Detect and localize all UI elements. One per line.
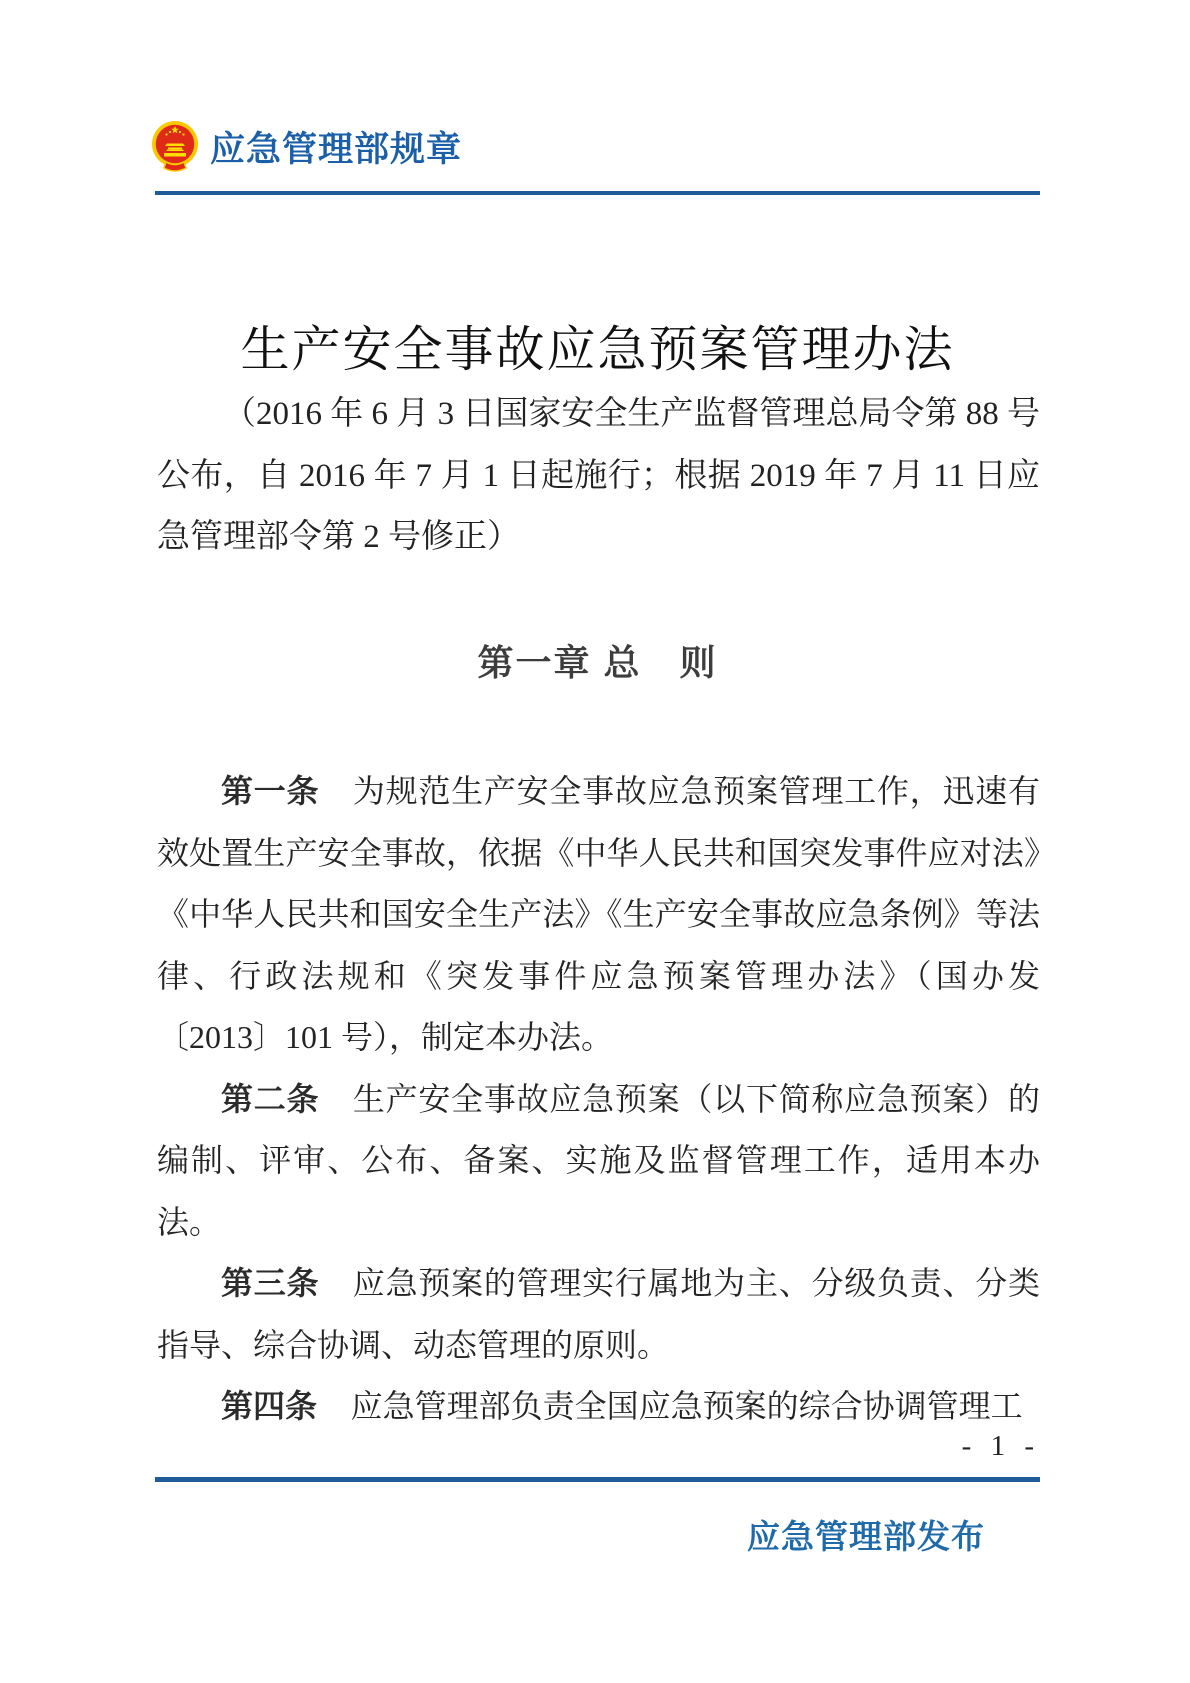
article-paragraph-1 [157,761,1040,1069]
article-paragraph-4 [157,1376,1040,1438]
article-number: 第二条 [221,1080,320,1117]
articles-section [157,761,1040,1438]
page-header [150,120,462,176]
article-text: 应急管理部负责全国应急预案的综合协调管理工 [350,1388,1023,1424]
document-title: 生产安全事故应急预案管理办法 [240,322,955,377]
publisher-label: 应急管理部发布 [747,1520,985,1556]
page-number: - 1 - [961,1430,1040,1462]
article-number: 第四条 [221,1388,318,1424]
footer-rule [155,1477,1040,1482]
article-number: 第三条 [221,1265,320,1301]
article-number: 第一条 [221,773,320,809]
promulgation-note: （2016 年 6 月 3 日国家安全生产监督管理总局令第 88 号公布，自 2016 年 7 月 1 日起施行；根据 2019 年 7 月 11 日应急管理部令第 2 号修正） [157,396,1040,555]
header-rule [155,191,1040,195]
article-text: 为规范生产安全事故应急预案管理工作，迅速有效处置生产安全事故，依据《中华人民共和国突发事件应对法》《中华人民共和国安全生产法》《生产安全事故应急条例》等法律、行政法规和《突发事件应急预案管理办法》（国办发〔2013〕101 号），制定本办法。 [157,773,1040,1055]
header-label: 应急管理部规章 [210,129,463,169]
article-paragraph-2 [157,1069,1040,1254]
national-emblem-icon [150,120,200,176]
article-text: 生产安全事故应急预案（以下简称应急预案）的编制、评审、公布、备案、实施及监督管理工作，适用本办法。 [157,1080,1040,1240]
article-text: 应急预案的管理实行属地为主、分级负责、分类指导、综合协调、动态管理的原则。 [157,1265,1040,1363]
article-paragraph-3 [157,1253,1040,1376]
chapter-heading: 第一章 总 则 [477,642,718,683]
